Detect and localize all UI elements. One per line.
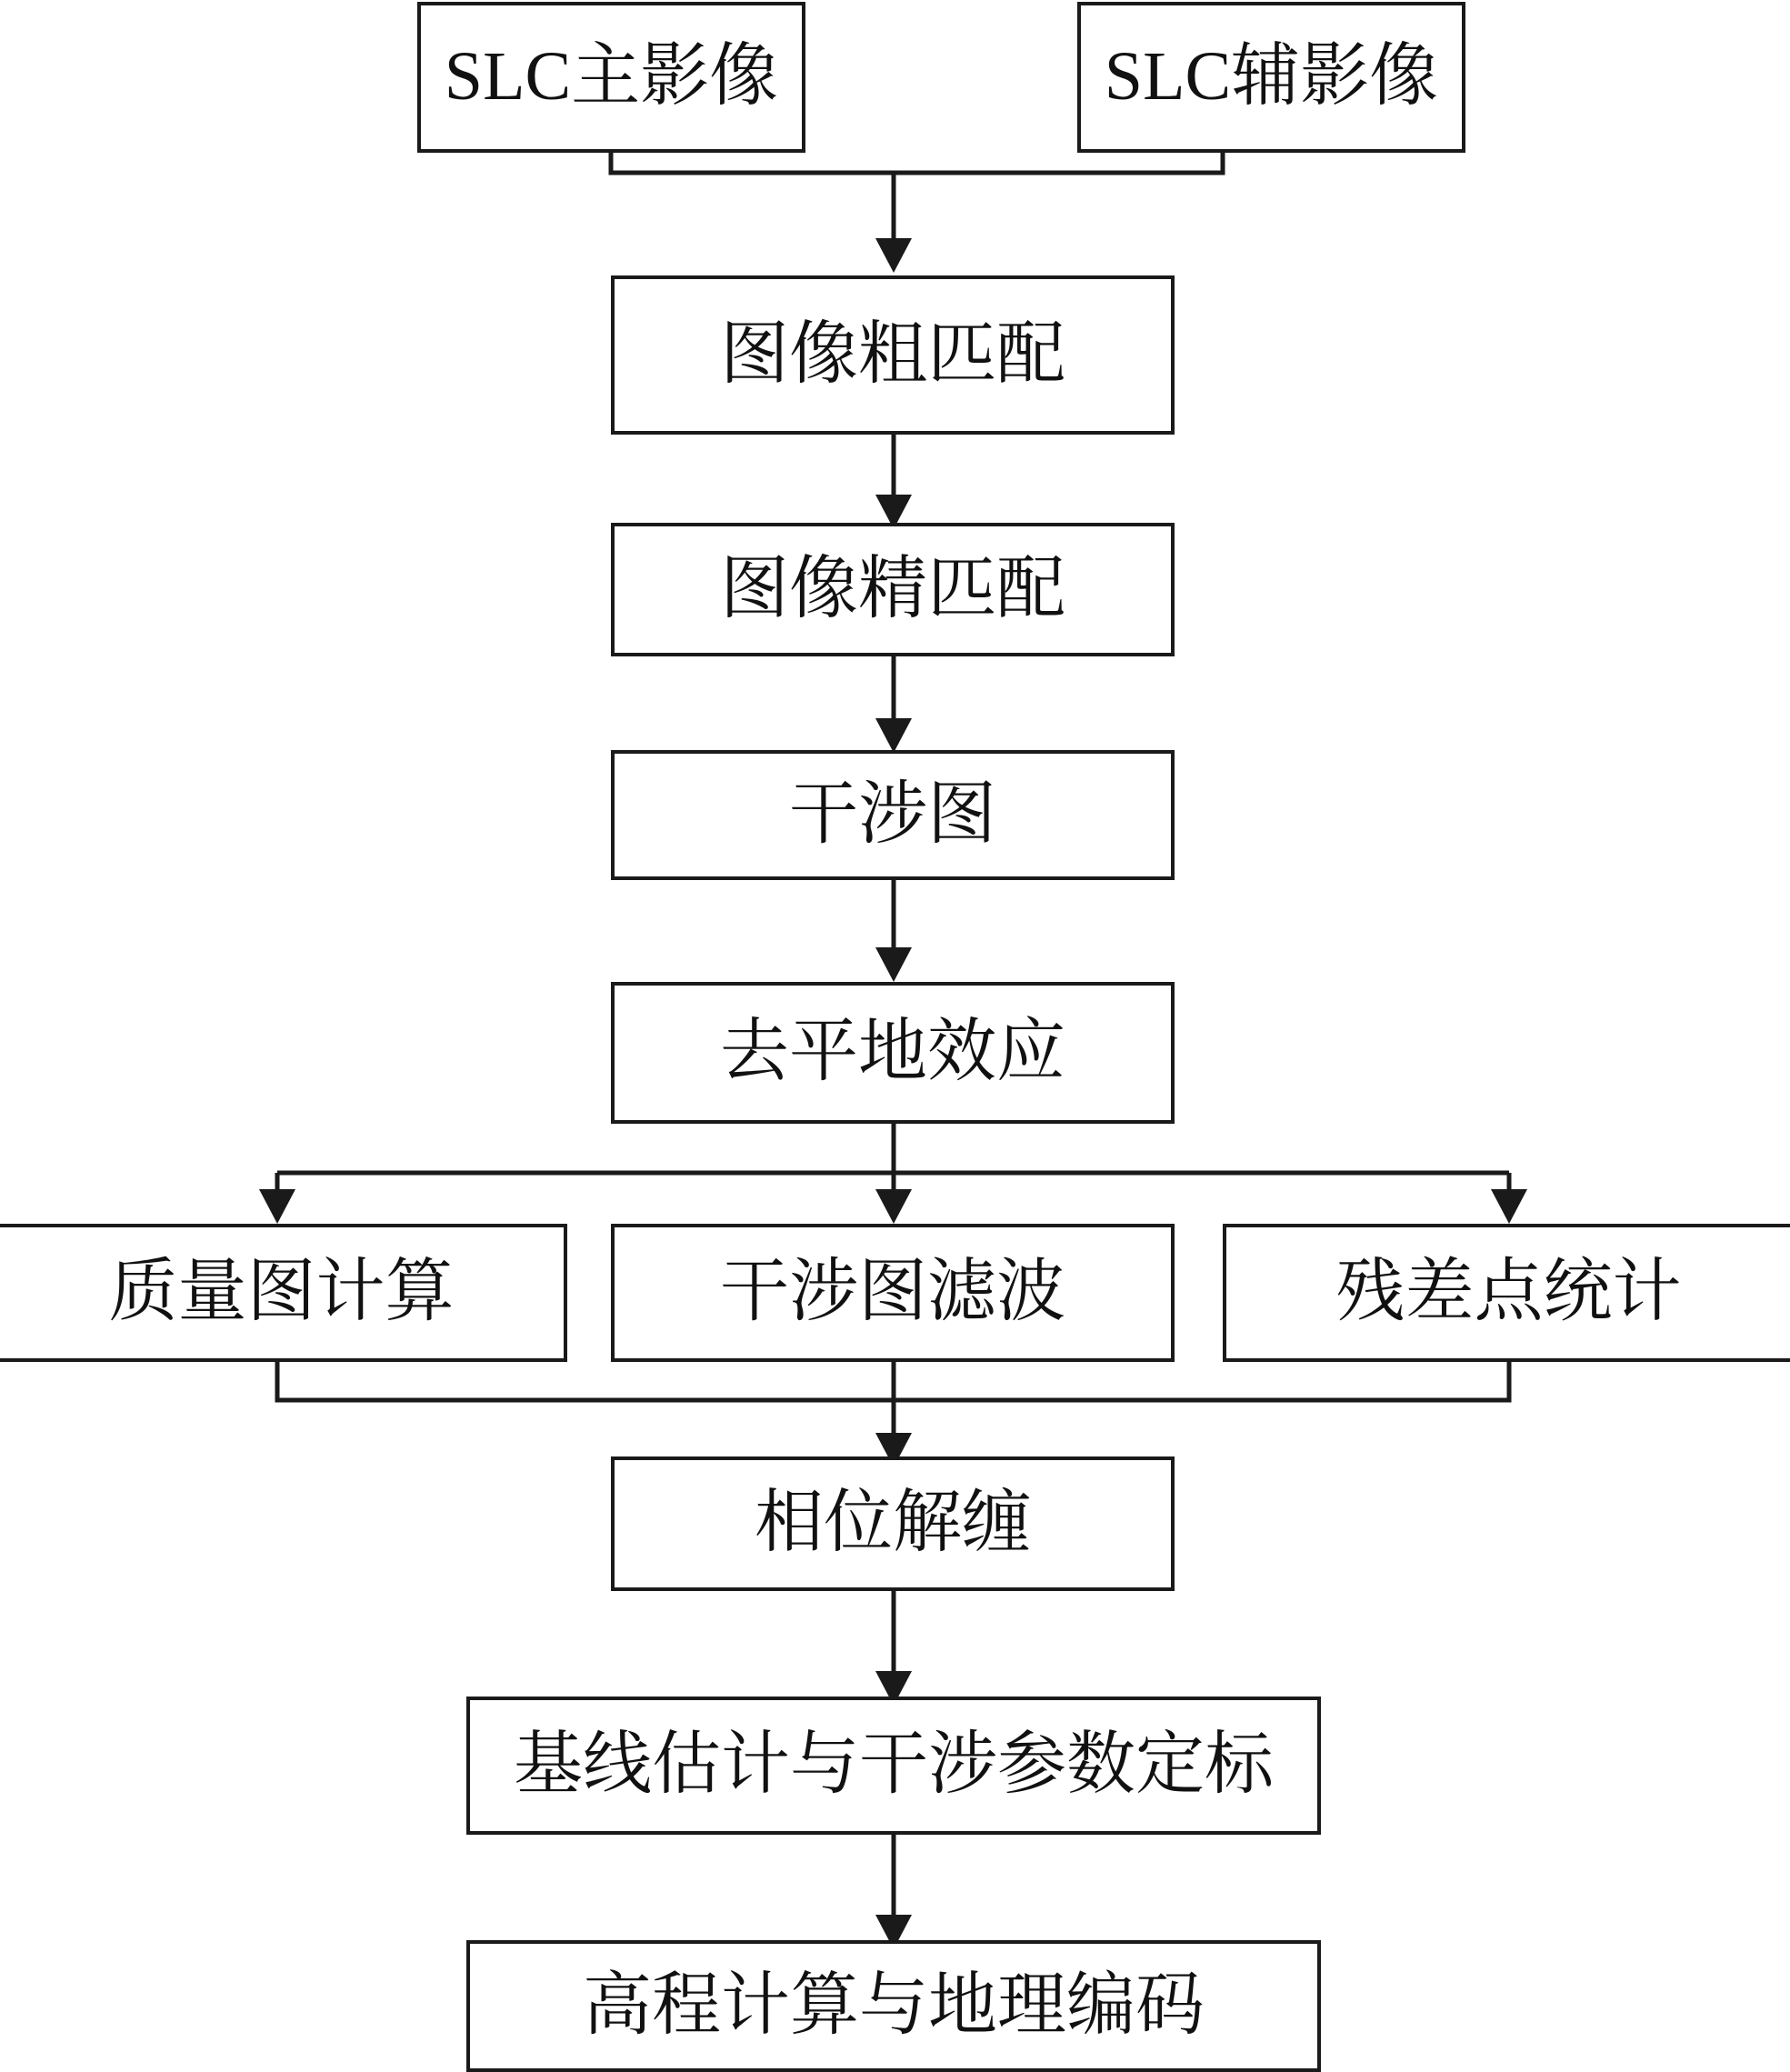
node-interferogram-label: 干涉图 <box>789 776 996 853</box>
node-phase-unwrapping[interactable] <box>611 1456 1175 1591</box>
node-phase-unwrapping-label: 相位解缠 <box>755 1485 1031 1562</box>
node-slc-master-label: SLC主影像 <box>444 38 779 115</box>
node-interferogram-filter[interactable] <box>611 1224 1175 1362</box>
node-fine-match[interactable] <box>611 523 1175 656</box>
node-flat-earth-removal[interactable] <box>611 982 1175 1124</box>
node-height-geocoding[interactable] <box>466 1940 1321 2072</box>
node-coarse-match[interactable] <box>611 275 1175 435</box>
node-interferogram-filter-label: 干涉图滤波 <box>720 1254 1065 1331</box>
node-baseline-estimation[interactable] <box>466 1697 1321 1835</box>
node-residue-statistics-label: 残差点统计 <box>1335 1254 1682 1331</box>
node-coarse-match-label: 图像粗匹配 <box>720 315 1065 393</box>
node-flat-earth-removal-label: 去平地效应 <box>720 1014 1065 1091</box>
node-fine-match-label: 图像精匹配 <box>720 550 1065 627</box>
node-slc-slave[interactable] <box>1077 2 1465 153</box>
node-quality-map-label: 质量图计算 <box>108 1254 455 1331</box>
node-interferogram[interactable] <box>611 750 1175 880</box>
node-slc-master[interactable] <box>417 2 805 153</box>
node-slc-slave-label: SLC辅影像 <box>1104 38 1439 115</box>
node-baseline-estimation-label: 基线估计与干涉参数定标 <box>514 1727 1274 1804</box>
node-residue-statistics[interactable] <box>1223 1224 1790 1362</box>
node-height-geocoding-label: 高程计算与地理编码 <box>583 1967 1205 2044</box>
node-quality-map[interactable] <box>0 1224 567 1362</box>
